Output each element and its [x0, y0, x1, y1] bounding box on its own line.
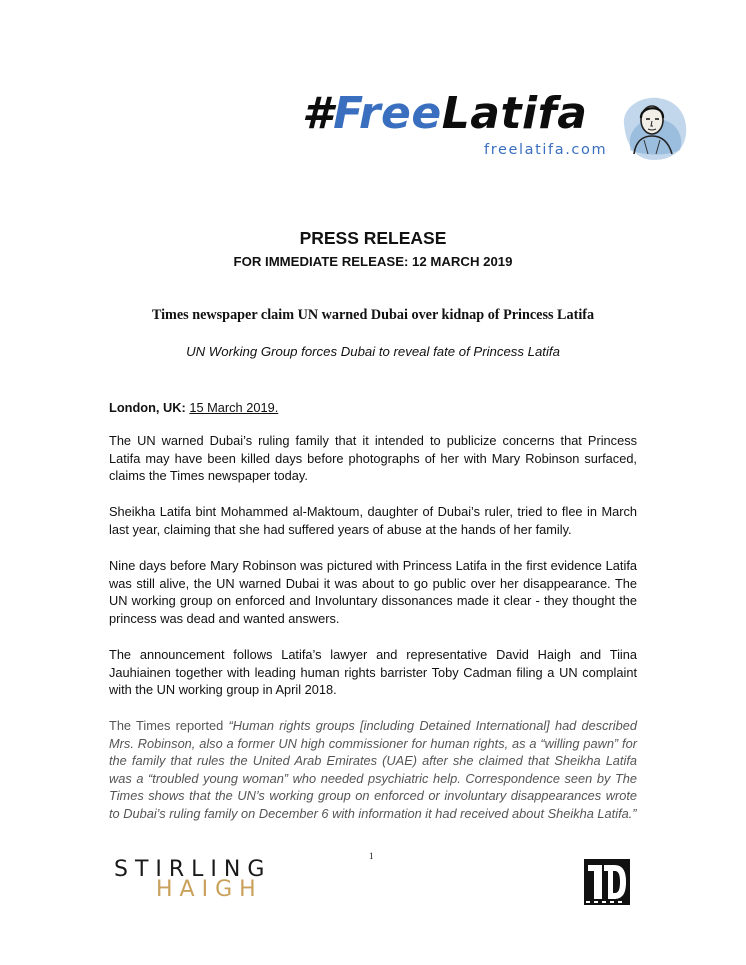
paragraph-2 [109, 503, 637, 538]
logo-latifa: Latifa [441, 88, 588, 139]
stirling-haigh-logo [114, 857, 272, 903]
logo-free: Free [333, 88, 442, 139]
haigh-text: HAIGH [156, 877, 263, 902]
paragraph-text: The announcement follows Latifa’s lawyer and representative David Haigh and Tiina Jauhiainen together with leading human rights barrister Toby Cadman filing a UN complaint with the UN working group in April 2018. [109, 647, 637, 698]
page-number: 1 [369, 851, 374, 861]
paragraph-5-quote [109, 717, 637, 823]
dateline-place: London, UK: [109, 400, 186, 415]
page-title: PRESS RELEASE [299, 228, 447, 248]
release-date-line: FOR IMMEDIATE RELEASE: 12 MARCH 2019 [233, 254, 513, 269]
portrait-sketch-icon [620, 94, 690, 162]
paragraph-text: Sheikha Latifa bint Mohammed al-Maktoum, daughter of Dubai’s ruler, tried to flee in March last year, claiming that she had suffered years of abuse at the hands of her family. [109, 504, 637, 537]
stirling-text: STIRLING [114, 857, 272, 882]
quote-lead: The Times reported [109, 718, 229, 733]
paragraph-text: The UN warned Dubai’s ruling family that it intended to publicize concerns that Princess Latifa may have been killed days before photographs of her with Mary Robinson surfaced, claims the Times newspaper today. [109, 433, 637, 484]
detained-international-logo-icon [584, 859, 630, 905]
dateline [109, 399, 637, 417]
dateline-date: 15 March 2019. [189, 400, 279, 415]
paragraph-1 [109, 432, 637, 485]
quote-text: “Human rights groups [including Detained International] had described Mrs. Robinson, also a former UN high commissioner for human rights, as a “willing pawn” for the family that rules the United Arab Emirates (UAE) after she claimed that Sheikha Latifa was a “troubled young woman” who needed psychiatric help. Correspondence seen by The Times shows that the UN’s working group on enforced or involuntary disappearances wrote to Dubai’s ruling family on December 6 with information it had received about Sheikha Latifa.” [109, 718, 637, 821]
freelatifa-logo [302, 88, 692, 172]
logo-url: freelatifa.com [484, 142, 608, 158]
paragraph-text [109, 717, 637, 823]
logo-hash: # [302, 88, 334, 139]
paragraph-text: Nine days before Mary Robinson was pictured with Princess Latifa in the first evidence Latifa was still alive, the UN warned Dubai it was about to go public over her disappearance. The UN working group on enforced and Involuntary dissonances made it clear - they thought the princess was dead and wanted answers. [109, 558, 637, 626]
paragraph-3 [109, 557, 637, 627]
paragraph-4 [109, 646, 637, 699]
subheadline: UN Working Group forces Dubai to reveal fate of Princess Latifa [186, 344, 560, 359]
headline: Times newspaper claim UN warned Dubai over kidnap of Princess Latifa [151, 307, 595, 323]
